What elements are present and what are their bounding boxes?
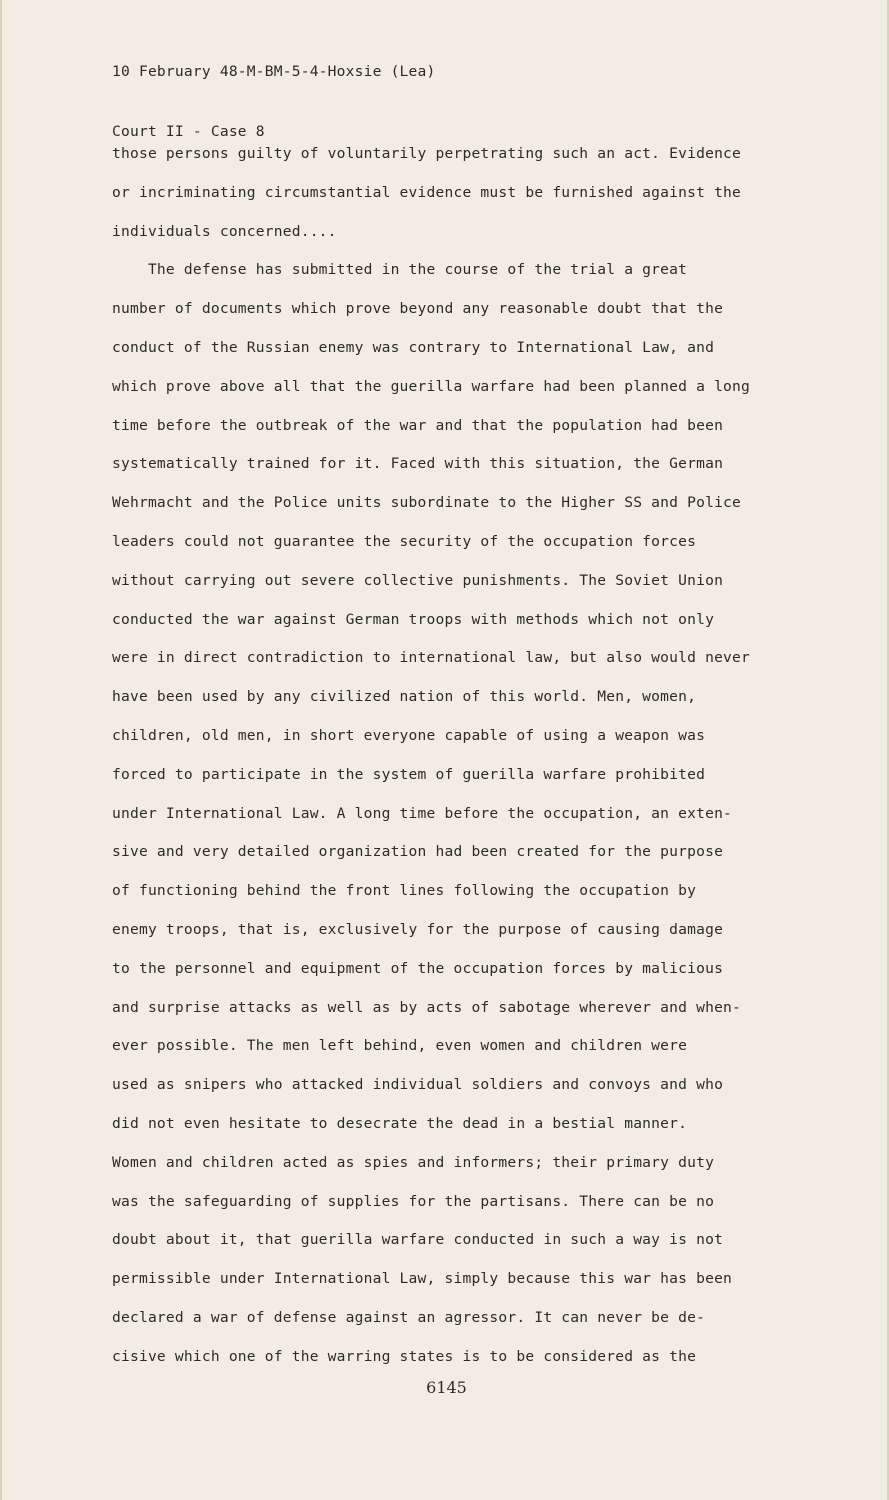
text-line: permissible under International Law, simply because this war has been xyxy=(112,1270,733,1288)
text-line: which prove above all that the guerilla warfare had been planned a long xyxy=(112,377,751,395)
text-line: individuals concerned.... xyxy=(112,222,337,240)
text-line: or incriminating circumstantial evidence must be furnished against the xyxy=(112,183,742,201)
text-line: forced to participate in the system of guerilla warfare prohibited xyxy=(112,765,706,783)
text-line: conduct of the Russian enemy was contrary to International Law, and xyxy=(112,338,715,356)
text-line: of functioning behind the front lines following the occupation by xyxy=(112,882,697,900)
text-line: The defense has submitted in the course of the trial a great xyxy=(112,261,688,279)
text-line: without carrying out severe collective punishments. The Soviet Union xyxy=(112,571,724,589)
text-line: children, old men, in short everyone capable of using a weapon was xyxy=(112,726,706,744)
text-line: cisive which one of the warring states is to be considered as the xyxy=(112,1347,697,1365)
text-line: Women and children acted as spies and informers; their primary duty xyxy=(112,1153,715,1171)
text-line: enemy troops, that is, exclusively for the purpose of causing damage xyxy=(112,920,724,938)
text-line: to the personnel and equipment of the occupation forces by malicious xyxy=(112,959,724,977)
text-line: have been used by any civilized nation of this world. Men, women, xyxy=(112,688,697,706)
text-line: were in direct contradiction to international law, but also would never xyxy=(112,649,751,667)
text-line: leaders could not guarantee the security of the occupation forces xyxy=(112,532,697,550)
text-line: Wehrmacht and the Police units subordinate to the Higher SS and Police xyxy=(112,494,742,512)
text-line: number of documents which prove beyond any reasonable doubt that the xyxy=(112,300,724,318)
text-line: declared a war of defense against an agressor. It can never be de- xyxy=(112,1308,706,1326)
text-line: conducted the war against German troops with methods which not only xyxy=(112,610,715,628)
text-line: was the safeguarding of supplies for the partisans. There can be no xyxy=(112,1192,715,1210)
text-line: sive and very detailed organization had been created for the purpose xyxy=(112,843,724,861)
header-court-line: Court II - Case 8 xyxy=(112,123,265,140)
text-line: under International Law. A long time before the occupation, an exten- xyxy=(112,804,733,822)
header-date-line: 10 February 48-M-BM-5-4-Hoxsie (Lea) xyxy=(112,63,436,80)
text-line: those persons guilty of voluntarily perpetrating such an act. Evidence xyxy=(112,145,742,162)
body-text xyxy=(112,142,832,1384)
page-number: 6145 xyxy=(426,1378,467,1397)
text-line: did not even hesitate to desecrate the dead in a bestial manner. xyxy=(112,1114,688,1132)
text-line: doubt about it, that guerilla warfare conducted in such a way is not xyxy=(112,1231,724,1249)
text-line: ever possible. The men left behind, even women and children were xyxy=(112,1037,688,1055)
text-line: time before the outbreak of the war and that the population had been xyxy=(112,416,724,434)
text-line: systematically trained for it. Faced with this situation, the German xyxy=(112,455,724,473)
text-line: and surprise attacks as well as by acts of sabotage wherever and when- xyxy=(112,998,742,1016)
text-line: used as snipers who attacked individual soldiers and convoys and who xyxy=(112,1076,724,1094)
